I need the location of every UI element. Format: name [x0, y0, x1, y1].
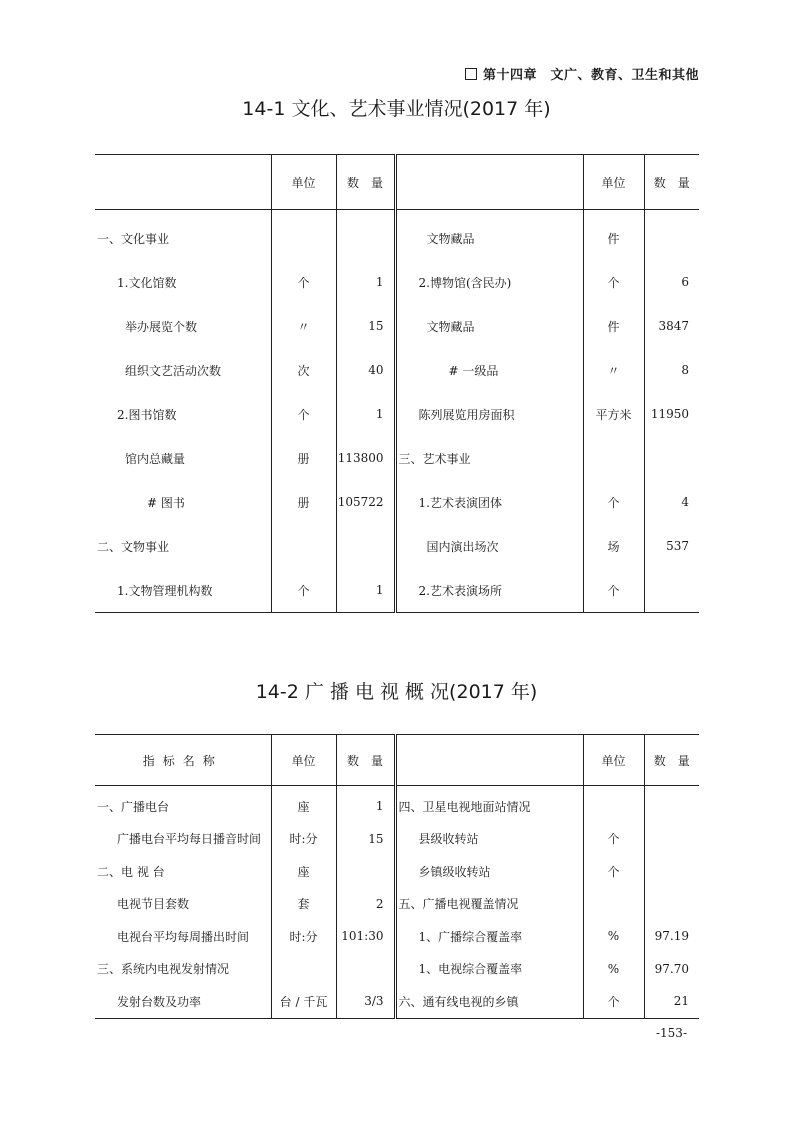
table-row: [95, 304, 699, 348]
unit-cell: 个: [271, 568, 336, 613]
item-name: 1.文物管理机构数: [117, 583, 213, 598]
square-icon: [465, 68, 477, 80]
value-cell: [644, 568, 699, 613]
table-row: [95, 436, 699, 480]
item-name: 1、电视综合覆盖率: [395, 953, 583, 986]
unit-cell: 台 / 千瓦: [271, 985, 336, 1018]
value-cell: [644, 855, 699, 888]
chapter-title: 第十四章 文广、教育、卫生和其他: [482, 68, 699, 83]
value-cell: 97.19: [644, 920, 699, 953]
item-name: 三、艺术事业: [395, 436, 583, 480]
item-name: 举办展览个数: [125, 319, 198, 334]
item-name: 陈列展览用房面积: [395, 392, 583, 436]
value-cell: 11950: [644, 392, 699, 436]
value-cell: 15: [336, 823, 395, 856]
value-cell: 101:30: [336, 920, 395, 953]
item-name: # 一级品: [395, 348, 583, 392]
broadcast-tv-table: [95, 734, 699, 1019]
value-cell: [644, 210, 699, 261]
item-name: 2.图书馆数: [117, 407, 177, 422]
unit-cell: 座: [271, 786, 336, 823]
unit-cell: 个: [271, 260, 336, 304]
unit-cell: 〃: [271, 304, 336, 348]
unit-cell: 次: [271, 348, 336, 392]
unit-cell: [271, 524, 336, 568]
item-name: 一、文化事业: [97, 231, 170, 246]
value-cell: 4: [644, 480, 699, 524]
unit-cell: 场: [583, 524, 644, 568]
table-header-row: [95, 735, 699, 786]
header-cell: 单位: [583, 155, 644, 210]
value-cell: [644, 888, 699, 921]
table-row: [95, 348, 699, 392]
table-header-row: [95, 155, 699, 210]
table-row: [95, 480, 699, 524]
item-name: 发射台数及功率: [117, 994, 202, 1009]
unit-cell: 件: [583, 210, 644, 261]
item-name: 乡镇级收转站: [395, 855, 583, 888]
header-cell: 数 量: [336, 735, 395, 786]
item-name: 二、文物事业: [97, 539, 170, 554]
unit-cell: 套: [271, 888, 336, 921]
table2-title: 14-2 广 播 电 视 概 况(2017 年): [255, 681, 538, 703]
item-name: 广播电台平均每日播音时间: [117, 832, 262, 847]
item-name: 文物藏品: [395, 304, 583, 348]
item-name: 电视台平均每周播出时间: [117, 929, 250, 944]
value-cell: 8: [644, 348, 699, 392]
unit-cell: 〃: [583, 348, 644, 392]
culture-art-table: [95, 154, 699, 613]
value-cell: 40: [336, 348, 395, 392]
item-name: 五、广播电视覆盖情况: [395, 888, 583, 921]
item-name: 国内演出场次: [395, 524, 583, 568]
table1-title: 14-1 文化、艺术事业情况(2017 年): [242, 98, 551, 120]
table-row: [95, 524, 699, 568]
table-row: [95, 823, 699, 856]
header-cell: 数 量: [336, 155, 395, 210]
unit-cell: 个: [583, 480, 644, 524]
value-cell: 537: [644, 524, 699, 568]
unit-cell: 时:分: [271, 920, 336, 953]
page-number: -153-: [655, 1026, 687, 1040]
item-name: 2.艺术表演场所: [395, 568, 583, 613]
header-cell: 单位: [271, 735, 336, 786]
value-cell: 15: [336, 304, 395, 348]
value-cell: [336, 855, 395, 888]
unit-cell: 个: [583, 568, 644, 613]
value-cell: 1: [336, 392, 395, 436]
unit-cell: 册: [271, 436, 336, 480]
unit-cell: [583, 786, 644, 823]
value-cell: [644, 436, 699, 480]
item-name: 县级收转站: [395, 823, 583, 856]
table-row: [95, 568, 699, 613]
unit-cell: %: [583, 920, 644, 953]
item-name: 电视节目套数: [117, 897, 190, 912]
item-name: 1.文化馆数: [117, 275, 177, 290]
item-name: 二、电 视 台: [97, 864, 165, 879]
item-name: 1.艺术表演团体: [395, 480, 583, 524]
value-cell: 97.70: [644, 953, 699, 986]
unit-cell: [583, 888, 644, 921]
item-name: 三、系统内电视发射情况: [97, 962, 230, 977]
table-row: [95, 920, 699, 953]
item-name: 六、通有线电视的乡镇: [395, 985, 583, 1018]
item-name: 一、广播电台: [97, 799, 170, 814]
item-name: 馆内总藏量: [125, 451, 186, 466]
table-row: [95, 392, 699, 436]
unit-cell: [271, 210, 336, 261]
value-cell: [644, 823, 699, 856]
unit-cell: [271, 953, 336, 986]
table-row: [95, 260, 699, 304]
table-row: [95, 786, 699, 823]
unit-cell: 个: [583, 260, 644, 304]
unit-cell: 个: [271, 392, 336, 436]
value-cell: [336, 524, 395, 568]
header-cell: 数 量: [644, 735, 699, 786]
header-cell: 指标名称: [95, 735, 271, 786]
unit-cell: 座: [271, 855, 336, 888]
value-cell: [644, 786, 699, 823]
value-cell: 3847: [644, 304, 699, 348]
value-cell: 105722: [336, 480, 395, 524]
unit-cell: 时:分: [271, 823, 336, 856]
header-cell: [395, 735, 583, 786]
table-row: [95, 953, 699, 986]
value-cell: [336, 953, 395, 986]
item-name: 四、卫星电视地面站情况: [395, 786, 583, 823]
unit-cell: [583, 436, 644, 480]
value-cell: 1: [336, 786, 395, 823]
value-cell: 21: [644, 985, 699, 1018]
table-row: [95, 985, 699, 1018]
unit-cell: 个: [583, 855, 644, 888]
unit-cell: %: [583, 953, 644, 986]
item-name: 组织文艺活动次数: [125, 363, 222, 378]
unit-cell: 个: [583, 823, 644, 856]
header-cell: [95, 155, 271, 210]
value-cell: 113800: [336, 436, 395, 480]
item-name: # 图书: [147, 495, 185, 510]
table-row: [95, 210, 699, 261]
unit-cell: 册: [271, 480, 336, 524]
header-cell: [395, 155, 583, 210]
table-row: [95, 888, 699, 921]
item-name: 文物藏品: [395, 210, 583, 261]
unit-cell: 平方米: [583, 392, 644, 436]
item-name: 1、广播综合覆盖率: [395, 920, 583, 953]
header-cell: 单位: [583, 735, 644, 786]
value-cell: 6: [644, 260, 699, 304]
value-cell: 1: [336, 568, 395, 613]
table-row: [95, 855, 699, 888]
unit-cell: 个: [583, 985, 644, 1018]
value-cell: [336, 210, 395, 261]
item-name: 2.博物馆(含民办): [395, 260, 583, 304]
value-cell: 1: [336, 260, 395, 304]
header-cell: 数 量: [644, 155, 699, 210]
value-cell: 2: [336, 888, 395, 921]
value-cell: 3/3: [336, 985, 395, 1018]
unit-cell: 件: [583, 304, 644, 348]
header-cell: 单位: [271, 155, 336, 210]
chapter-header: [465, 64, 699, 83]
